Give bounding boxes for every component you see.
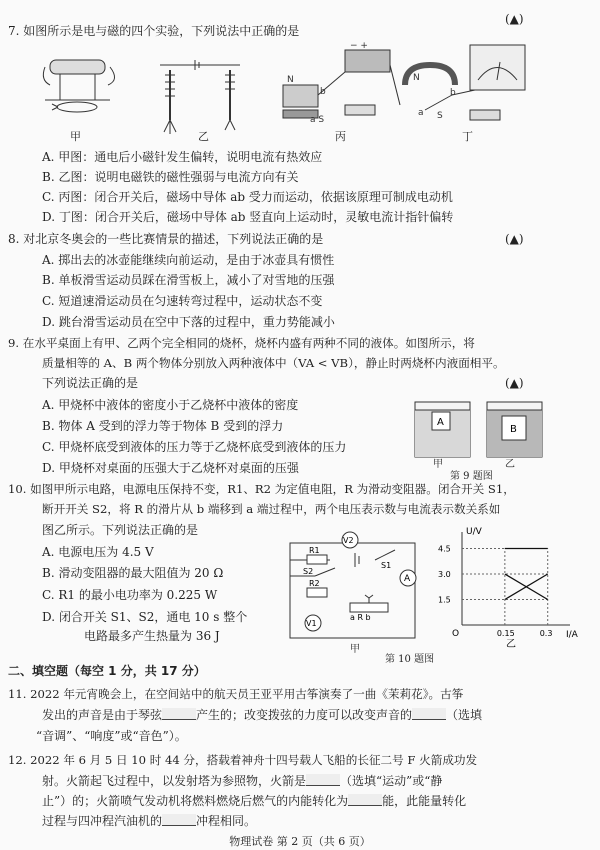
q9-block-a-label: A <box>437 417 444 428</box>
q12-line3 <box>42 794 466 809</box>
q12-blank-2[interactable] <box>348 794 382 806</box>
q7-option-a: A. 甲图：通电后小磁针发生偏转，说明电流有热效应 <box>42 150 323 164</box>
q12-line2-b: （选填“运动”或“静 <box>340 774 443 788</box>
q11-blank-1[interactable] <box>162 708 196 720</box>
q11-blank-2[interactable] <box>412 708 446 720</box>
q9-option-c: C. 甲烧杯底受到液体的压力等于乙烧杯底受到液体的压力 <box>42 440 347 454</box>
q9-label-jia: 甲 <box>433 459 443 470</box>
q9-stem-line2: 质量相等的 A、B 两个物体分别放入两种液体中（VA < VB），静止时两烧杯内液面相平。 <box>42 356 505 370</box>
q7-label-jia: 甲 <box>70 130 81 143</box>
q11-line3: “音调”、“响度”或“音色”）。 <box>36 729 187 743</box>
q12-line4-b: 冲程相同。 <box>196 814 257 828</box>
q10-v1-label: V1 <box>306 619 317 628</box>
q7-fig-ding <box>405 45 525 121</box>
q12-line4-a: 过程与四冲程汽油机的 <box>42 814 163 828</box>
q9-stem-line1: 9. 在水平桌面上有甲、乙两个完全相同的烧杯，烧杯内盛有两种不同的液体。如图所示，将 <box>8 336 475 350</box>
q9-caption: 第 9 题图 <box>450 471 493 482</box>
chart-y-tick: 1.5 <box>438 595 451 605</box>
q10-option-b: B. 滑动变阻器的最大阻值为 20 Ω <box>42 566 224 580</box>
q10-stem-line1: 10. 如图甲所示电路，电源电压保持不变，R1、R2 为定值电阻，R 为滑动变阻器。闭合开关 S1， <box>8 482 515 496</box>
q9-block-b-label: B <box>510 424 517 435</box>
q8-stem: 8. 对北京冬奥会的一些比赛情景的描述，下列说法正确的是 <box>8 232 324 246</box>
q10-stem-line2: 断开开关 S2，将 R 的滑片从 b 端移到 a 端过程中，两个电压表示数与电流表示数关系如 <box>42 502 501 516</box>
q9-option-a: A. 甲烧杯中液体的密度小于乙烧杯中液体的密度 <box>42 398 299 412</box>
q10-option-a: A. 电源电压为 4.5 V <box>42 545 154 559</box>
svg-text:b: b <box>320 87 326 97</box>
q9-stem-line3: 下列说法正确的是 <box>42 376 139 390</box>
q8-option-d: D. 跳台滑雪运动员在空中下落的过程中，重力势能减小 <box>42 315 335 329</box>
q10-s1-label: S1 <box>381 561 392 570</box>
q10-v2-label: V2 <box>343 536 354 545</box>
q9-option-d: D. 甲烧杯对桌面的压强大于乙烧杯对桌面的压强 <box>42 461 299 475</box>
q7-option-b: B. 乙图：说明电磁铁的磁性强弱与电流方向有关 <box>42 170 299 184</box>
q9-answer-mark: (▲) <box>505 376 524 390</box>
q10-r1-label: R1 <box>309 546 320 555</box>
chart-y-tick: 3.0 <box>438 570 451 579</box>
q7-fig-yi <box>160 60 240 134</box>
q12-blank-3[interactable] <box>162 814 196 826</box>
svg-text:N: N <box>413 73 420 83</box>
q12-blank-1[interactable] <box>306 774 340 786</box>
q12-line1: 12. 2022 年 6 月 5 日 10 时 44 分，搭载着神舟十四号载人飞船的长征二号 F 火箭成功发 <box>8 753 478 767</box>
q8-answer-mark: (▲) <box>505 232 524 246</box>
q8-option-a: A. 掷出去的冰壶能继续向前运动，是由于冰壶具有惯性 <box>42 253 335 267</box>
q10-circuit-label: 甲 <box>350 644 360 655</box>
q10-option-d: D. 闭合开关 S1、S2，通电 10 s 整个 <box>42 610 248 624</box>
q12-line4 <box>42 814 256 829</box>
q7-label-ding: 丁 <box>462 130 473 143</box>
q7-option-d: D. 丁图：闭合开关后，磁场中导体 ab 竖直向上运动时，灵敏电流计指针偏转 <box>42 210 454 224</box>
q10-option-d-cont: 电路最多产生热量为 36 J <box>84 629 220 643</box>
chart-ylabel: U/V <box>466 527 482 537</box>
q11-line2-c: （选填 <box>446 708 483 722</box>
q8-option-b: B. 单板滑雪运动员踩在滑雪板上，减小了对雪地的压强 <box>42 273 335 287</box>
q10-chart <box>432 525 582 650</box>
q7-option-c: C. 丙图：闭合开关后，磁场中导体 ab 受力而运动，依据该原理可制成电动机 <box>42 190 453 204</box>
q10-caption: 第 10 题图 <box>385 654 435 665</box>
q12-line3-b: 能，此能量转化 <box>382 794 467 808</box>
q11-line1: 11. 2022 年元宵晚会上，在空间站中的航天员王亚平用古筝演奏了一曲《茉莉花》。古筝 <box>8 687 464 701</box>
chart-x-tick: 0.3 <box>539 629 553 638</box>
chart-x-tick: 0.15 <box>496 629 515 638</box>
svg-text:a S: a S <box>310 115 325 125</box>
chart-y-tick: 4.5 <box>438 544 451 554</box>
q7-stem: 7. 如图所示是电与磁的四个实验，下列说法中正确的是 <box>8 24 300 38</box>
q12-line2-a: 射。火箭起飞过程中，以发射塔为参照物，火箭是 <box>42 774 307 788</box>
chart-xlabel: I/A <box>566 630 578 640</box>
q9-figure <box>412 392 552 462</box>
svg-text:N: N <box>287 75 294 85</box>
q12-line3-a: 止”）的；火箭喷气发动机将燃料燃烧后燃气的内能转化为 <box>42 794 349 808</box>
q10-ammeter-label: A <box>404 574 411 584</box>
chart-origin: O <box>452 629 460 639</box>
svg-text:S: S <box>437 111 443 121</box>
q10-slider-label: a R b <box>350 613 371 622</box>
q10-stem-line3: 图乙所示。下列说法正确的是 <box>42 523 199 537</box>
q11-line2 <box>42 708 482 723</box>
q7-answer-mark: (▲) <box>505 12 524 26</box>
q10-circuit <box>285 528 425 648</box>
q12-line2 <box>42 774 442 789</box>
q8-option-c: C. 短道速滑运动员在匀速转弯过程中，运动状态不变 <box>42 294 323 308</box>
svg-text:− +: − + <box>350 41 368 51</box>
section2-title: 二、填空题（每空 1 分，共 17 分） <box>8 664 206 678</box>
q7-fig-bing <box>283 41 400 125</box>
page-footer: 物理试卷 第 2 页（共 6 页） <box>229 835 371 848</box>
q11-line2-b: 产生的；改变拨弦的力度可以改变声音的 <box>196 708 413 722</box>
q7-label-bing: 丙 <box>335 130 346 143</box>
q9-label-yi: 乙 <box>505 459 515 470</box>
q7-label-yi: 乙 <box>198 130 209 143</box>
q10-s2-label: S2 <box>303 567 314 576</box>
q10-option-c: C. R1 的最小电功率为 0.225 W <box>42 588 218 602</box>
q9-option-b: B. 物体 A 受到的浮力等于物体 B 受到的浮力 <box>42 419 284 433</box>
q11-line2-a: 发出的声音是由于琴弦 <box>42 708 163 722</box>
q10-r2-label: R2 <box>309 579 320 588</box>
q7-fig-jia <box>43 60 114 112</box>
svg-text:b: b <box>450 88 456 98</box>
q7-figure <box>0 40 600 160</box>
svg-text:a: a <box>418 108 424 118</box>
chart-panel-label: 乙 <box>506 639 516 650</box>
